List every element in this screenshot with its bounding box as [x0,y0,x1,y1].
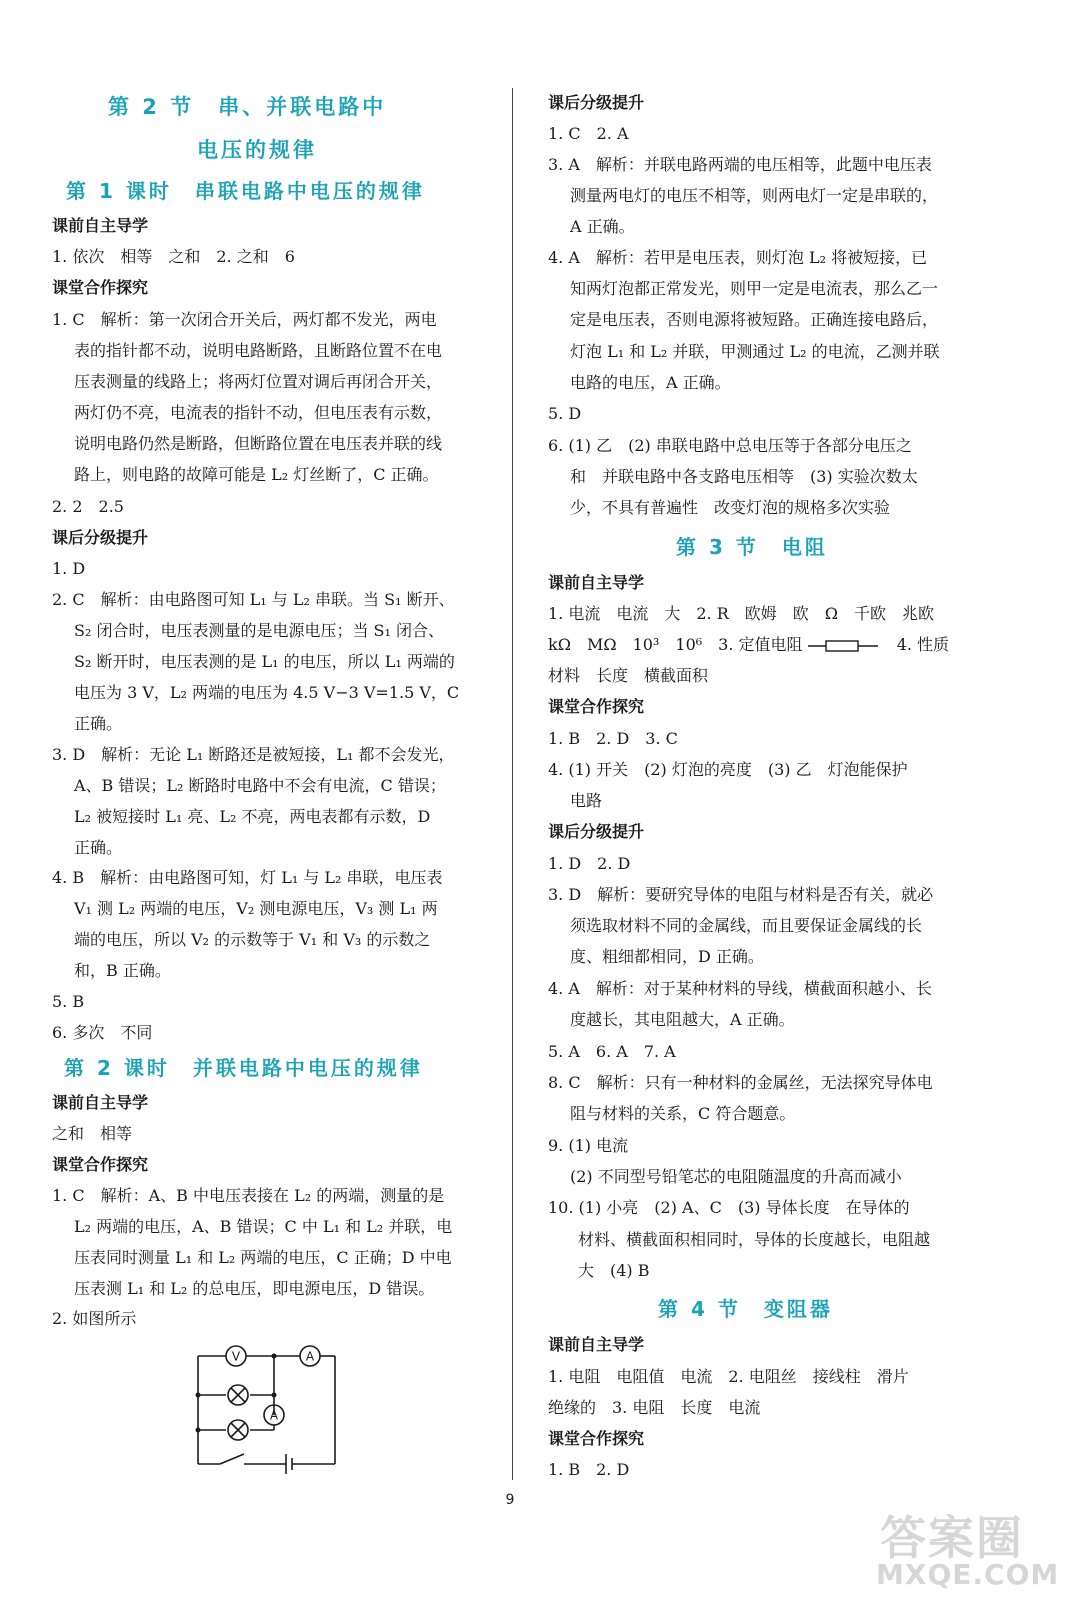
answer-line: 1. D [52,559,86,578]
answer-line: 3. D 解析：无论 L₁ 断路还是被短接，L₁ 都不会发光， [52,745,455,764]
answer-line: 1. C 解析：A、B 中电压表接在 L₂ 的两端，测量的是 [52,1186,445,1205]
answer-line: 10. (1) 小亮 (2) A、C (3) 导体长度 在导体的 [548,1198,910,1217]
answer-line: 6. 多次 不同 [52,1023,153,1042]
answer-line: 1. C 2. A [548,124,629,143]
answer-line: 6. (1) 乙 (2) 串联电路中总电压等于各部分电压之 [548,436,912,455]
answer-line: 表的指针都不动，说明电路断路，且断路位置不在电 [74,341,443,360]
answer-line: 2. 如图所示 [52,1309,137,1328]
watermark-text: 答案圈 [880,1511,1024,1565]
answer-line: 3. A 解析：并联电路两端的电压相等，此题中电压表 [548,155,932,174]
answer-line [548,633,949,657]
answer-line: 大 (4) B [578,1261,650,1280]
pre-study-heading: 课前自主导学 [548,1335,645,1354]
answer-line: 灯泡 L₁ 和 L₂ 并联，甲测通过 L₂ 的电流，乙测并联 [570,342,940,361]
answer-line: 路上，则电路的故障可能是 L₂ 灯丝断了，C 正确。 [74,465,439,484]
answer-line: L₂ 被短接时 L₁ 亮、L₂ 不亮，两电表都有示数，D [74,807,431,826]
answer-line: S₂ 断开时，电压表测的是 L₁ 的电压，所以 L₁ 两端的 [74,652,455,671]
ammeter-label: A [269,1408,279,1423]
junction-dot [272,1393,277,1398]
voltmeter-label: V [231,1349,241,1364]
answer-line: 定是电压表，否则电源将被短路。正确连接电路后， [570,310,939,329]
answer-line: 绝缘的 3. 电阻 长度 电流 [548,1398,761,1417]
answer-line: 少，不具有普遍性 改变灯泡的规格多次实验 [570,498,891,517]
answer-line: 和，B 正确。 [74,961,171,980]
answer-line: 1. B 2. D [548,1460,630,1479]
answer-line: 材料 长度 横截面积 [548,666,709,685]
pre-study-heading: 课前自主导学 [52,216,149,235]
after-class-heading: 课后分级提升 [548,93,645,112]
answer-line: 1. B 2. D 3. C [548,729,678,748]
section-title-line1: 第 2 节 串、并联电路中 [108,95,387,119]
answer-line: 2. 2 2.5 [52,497,124,516]
answer-line: 和 并联电路中各支路电压相等 (3) 实验次数太 [570,467,918,486]
ammeter-label: A [305,1349,315,1364]
answer-line: 9. (1) 电流 [548,1136,629,1155]
answer-line: 5. D [548,404,582,423]
answer-line: 之和 相等 [52,1124,133,1143]
answer-line: (2) 不同型号铅笔芯的电阻随温度的升高而减小 [570,1167,902,1186]
section-title-line2: 电压的规律 [197,138,317,162]
class-explore-heading: 课堂合作探究 [548,1429,645,1448]
answer-line: V₁ 测 L₂ 两端的电压，V₂ 测电源电压，V₃ 测 L₁ 两 [74,899,438,918]
answer-line: 两灯仍不亮，电流表的指针不动，但电压表有示数， [74,403,443,422]
answer-line: A 正确。 [570,217,635,236]
answer-line: 正确。 [74,714,123,733]
answer-line: 端的电压，所以 V₂ 的示数等于 V₁ 和 V₃ 的示数之 [74,930,431,949]
answer-line: 材料、横截面积相同时，导体的长度越长，电阻越 [578,1230,931,1249]
pre-study-heading: 课前自主导学 [548,573,645,592]
circuit-diagram [190,1342,350,1477]
class-explore-heading: 课堂合作探究 [548,697,645,716]
answer-line: 4. B 解析：由电路图可知，灯 L₁ 与 L₂ 串联，电压表 [52,868,443,887]
lesson2-title: 第 2 课时 并联电路中电压的规律 [64,1056,423,1080]
after-class-heading: 课后分级提升 [52,528,149,547]
answer-line: 电路的电压，A 正确。 [570,373,731,392]
answer-line: 知两灯泡都正常发光，则甲一定是电流表，那么乙一 [570,279,939,298]
answer-line: 说明电路仍然是断路，但断路位置在电压表并联的线 [74,434,443,453]
section3-title: 第 3 节 电阻 [676,535,828,559]
after-class-heading: 课后分级提升 [548,822,645,841]
answer-line: 1. 依次 相等 之和 2. 之和 6 [52,247,295,266]
answer-line: 2. C 解析：由电路图可知 L₁ 与 L₂ 串联。当 S₁ 断开、 [52,590,455,609]
junction-dot [196,1428,201,1433]
section4-title: 第 4 节 变阻器 [658,1297,833,1321]
answer-line: 电路 [570,791,603,810]
lesson1-title: 第 1 课时 串联电路中电压的规律 [66,179,425,203]
watermark-url: MXQE.COM [876,1558,1060,1591]
answer-line: 4. A 解析：若甲是电压表，则灯泡 L₂ 将被短接，已 [548,248,928,267]
answer-line: 5. B [52,992,85,1011]
watermark-logo [870,1500,1060,1596]
answer-line: 度越长，其电阻越大，A 正确。 [570,1010,795,1029]
answer-line: 正确。 [74,838,123,857]
answer-line: 4. (1) 开关 (2) 灯泡的亮度 (3) 乙 灯泡能保护 [548,760,908,779]
junction-dot [196,1393,201,1398]
answer-text: 4. 性质 [896,635,950,654]
answer-line: 须选取材料不同的金属线，而且要保证金属线的长 [570,916,923,935]
pre-study-heading: 课前自主导学 [52,1093,149,1112]
answer-line: 阻与材料的关系，C 符合题意。 [570,1104,796,1123]
answer-text: kΩ MΩ 10³ 10⁶ 3. 定值电阻 [548,635,803,654]
answer-line: 压表测量的线路上；将两灯位置对调后再闭合开关， [74,372,443,391]
junction-dot [272,1354,277,1359]
answer-line: 4. A 解析：对于某种材料的导线，横截面积越小、长 [548,979,932,998]
answer-line: L₂ 两端的电压，A、B 错误；C 中 L₁ 和 L₂ 并联，电 [74,1217,453,1236]
resistor-symbol-icon [808,639,878,653]
answer-line: 度、粗细都相同，D 正确。 [570,947,764,966]
answer-line: 电压为 3 V，L₂ 两端的电压为 4.5 V−3 V=1.5 V，C [74,683,460,702]
column-divider [512,88,513,1480]
answer-line: 压表同时测量 L₁ 和 L₂ 两端的电压，C 正确；D 中电 [74,1248,452,1267]
class-explore-heading: 课堂合作探究 [52,1155,149,1174]
answer-line: 8. C 解析：只有一种材料的金属丝，无法探究导体电 [548,1073,933,1092]
answer-line: 1. C 解析：第一次闭合开关后，两灯都不发光，两电 [52,310,437,329]
class-explore-heading: 课堂合作探究 [52,278,149,297]
answer-line: 压表测 L₁ 和 L₂ 的总电压，即电源电压，D 错误。 [74,1279,435,1298]
answer-line: 3. D 解析：要研究导体的电阻与材料是否有关，就必 [548,885,934,904]
switch-icon [220,1454,244,1464]
page-number: 9 [505,1492,515,1508]
answer-line: 5. A 6. A 7. A [548,1042,676,1061]
answer-line: 1. D 2. D [548,854,631,873]
answer-line: 1. 电流 电流 大 2. R 欧姆 欧 Ω 千欧 兆欧 [548,604,935,623]
answer-line: 测量两电灯的电压不相等，则两电灯一定是串联的， [570,186,939,205]
answer-line: 1. 电阻 电阻值 电流 2. 电阻丝 接线柱 滑片 [548,1367,909,1386]
answer-line: S₂ 闭合时，电压表测量的是电源电压；当 S₁ 闭合、 [74,621,445,640]
answer-line: A、B 错误；L₂ 断路时电路中不会有电流，C 错误； [74,776,446,795]
